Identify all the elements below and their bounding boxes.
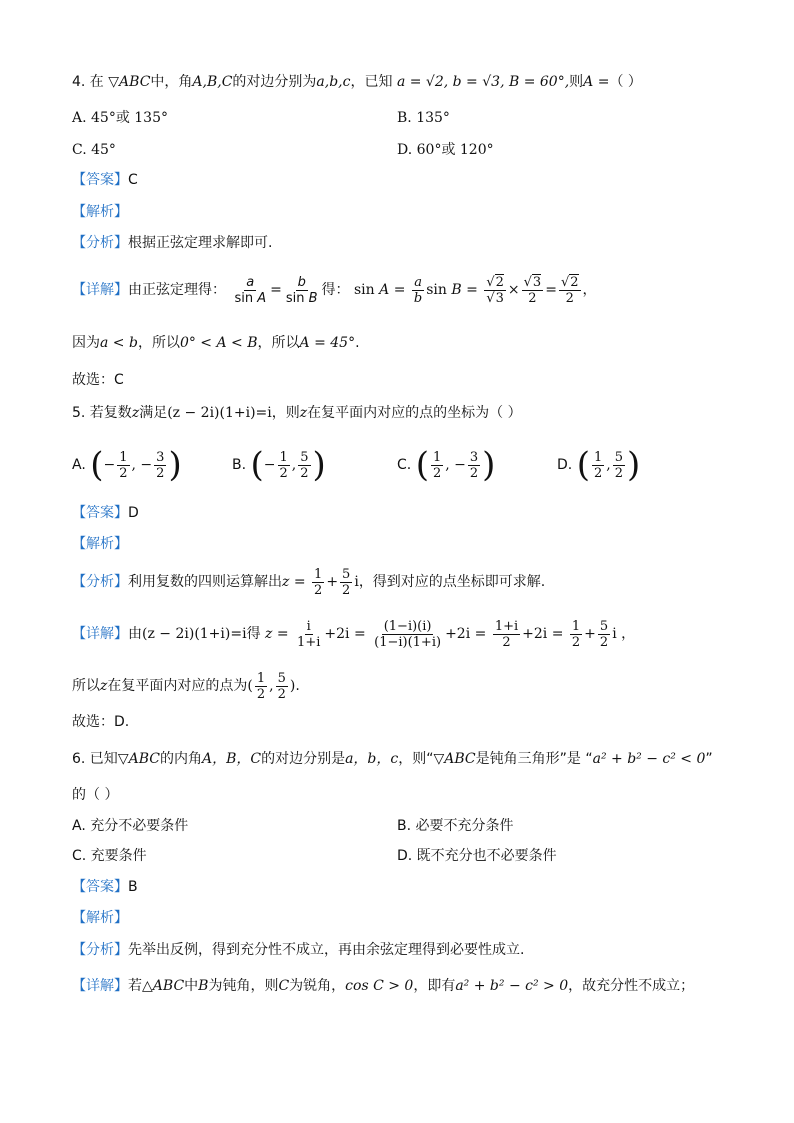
q5-analysis-tag: 【解析】 (72, 536, 128, 552)
q6-analysis-tag: 【解析】 (72, 910, 128, 926)
answer-tag: 【答案】 (72, 172, 128, 188)
q5-xiangjie: 【详解】由(z − 2i)(1+i)=i得 z = $\frac{i}{1+i}$ +2i = $\frac{(1-i)(i)}{(1-i)(1+i)}$ +2i = $\frac{1+i}{2}$ +2i = $\frac{1}{2}$ + $\frac{5}{2}$ i ， (72, 618, 636, 650)
q4-fenxi: 【分析】根据正弦定理求解即可. (72, 235, 273, 251)
q6-answer: 【答案】B (72, 879, 138, 895)
q4-option-d: D. 60°或 120° (397, 142, 494, 158)
q6-stem: 6. 已知▽ABC的内角A，B，C的对边分别是a，b，c，则“▽ABC是钝角三角形”是 “a² + b² − c² < 0” (72, 751, 713, 767)
formula-sinA-result: sin A = $\frac{a}{b}$ sin B = $\frac{√2}{√3}$ × $\frac{√3}{2}$ = $\frac{√2}{2}$ ， (354, 274, 597, 306)
q5-option-b: B. (− $\frac{1}{2}$ , $\frac{5}{2}$ ) (232, 445, 326, 485)
q5-answer: 【答案】D (72, 505, 139, 521)
q6-option-c: C. 充要条件 (72, 848, 147, 864)
q4-option-c: C. 45° (72, 142, 116, 158)
q5-option-c: C. ( $\frac{1}{2}$ , − $\frac{3}{2}$ ) (397, 445, 496, 485)
formula-b-over-sinB: $\frac{b}{\text{sin B}}$ (285, 274, 318, 306)
q4-answer: 【答案】C (72, 172, 138, 188)
q6-xiangjie: 【详解】若△ABC中B为钝角，则C为锐角，cos C > 0，即有a² + b² − c² > 0，故充分性不成立； (72, 978, 695, 994)
q6-option-d: D. 既不充分也不必要条件 (397, 848, 557, 864)
q6-option-a: A. 充分不必要条件 (72, 818, 189, 834)
q4-option-b: B. 135° (397, 110, 450, 126)
q5-so: 所以z在复平面内对应的点为( $\frac{1}{2}$ , $\frac{5}{2}$ ). (72, 670, 300, 702)
q5-option-a: A. (− $\frac{1}{2}$ , − $\frac{3}{2}$ ) (72, 445, 182, 485)
q5-formula: z = $\frac{i}{1+i}$ +2i = $\frac{(1-i)(i)}{(1-i)(1+i)}$ +2i = $\frac{1+i}{2}$ +2i = $\frac{1}{2}$ + $\frac{5}{2}$ i ， (265, 618, 636, 650)
formula-a-over-sinA: $\frac{a}{\text{sin A}}$ (234, 274, 267, 306)
q4-because: 因为a < b，所以0° < A < B，所以A = 45°. (72, 335, 360, 351)
q4-option-a: A. 45°或 135° (72, 110, 168, 126)
q5-option-d: D. ( $\frac{1}{2}$ , $\frac{5}{2}$ ) (557, 445, 641, 485)
q4-choose: 故选：C (72, 372, 124, 388)
q5-choose: 故选：D. (72, 714, 130, 730)
q6-fenxi: 【分析】先举出反例，得到充分性不成立，再由余弦定理得到必要性成立. (72, 942, 525, 958)
q4-stem: 4. 在 ▽ABC中，角A,B,C的对边分别为a,b,c，已知 a = √2, b = √3, B = 60°,则A =（ ） (72, 74, 642, 90)
q4-xiangjie: 【详解】由正弦定理得： $\frac{a}{\text{sin A}}$ = $\frac{b}{\text{sin B}}$ 得： sin A = $\frac{a}{b}$ sin B = $\frac{√2}{√3}$ × $\frac{√3}{2}$ = $\frac{√2}{2}$ ， (72, 274, 597, 306)
q6-option-b: B. 必要不充分条件 (397, 818, 514, 834)
q4-analysis-tag: 【解析】 (72, 204, 128, 220)
q5-fenxi: 【分析】利用复数的四则运算解出z = $\frac{1}{2}$ + $\frac{5}{2}$ i，得到对应的点坐标即可求解. (72, 566, 546, 598)
q5-stem: 5. 若复数z满足(z − 2i)(1+i)=i，则z在复平面内对应的点的坐标为（ ） (72, 405, 522, 421)
q6-stem-line2: 的（ ） (72, 787, 119, 803)
